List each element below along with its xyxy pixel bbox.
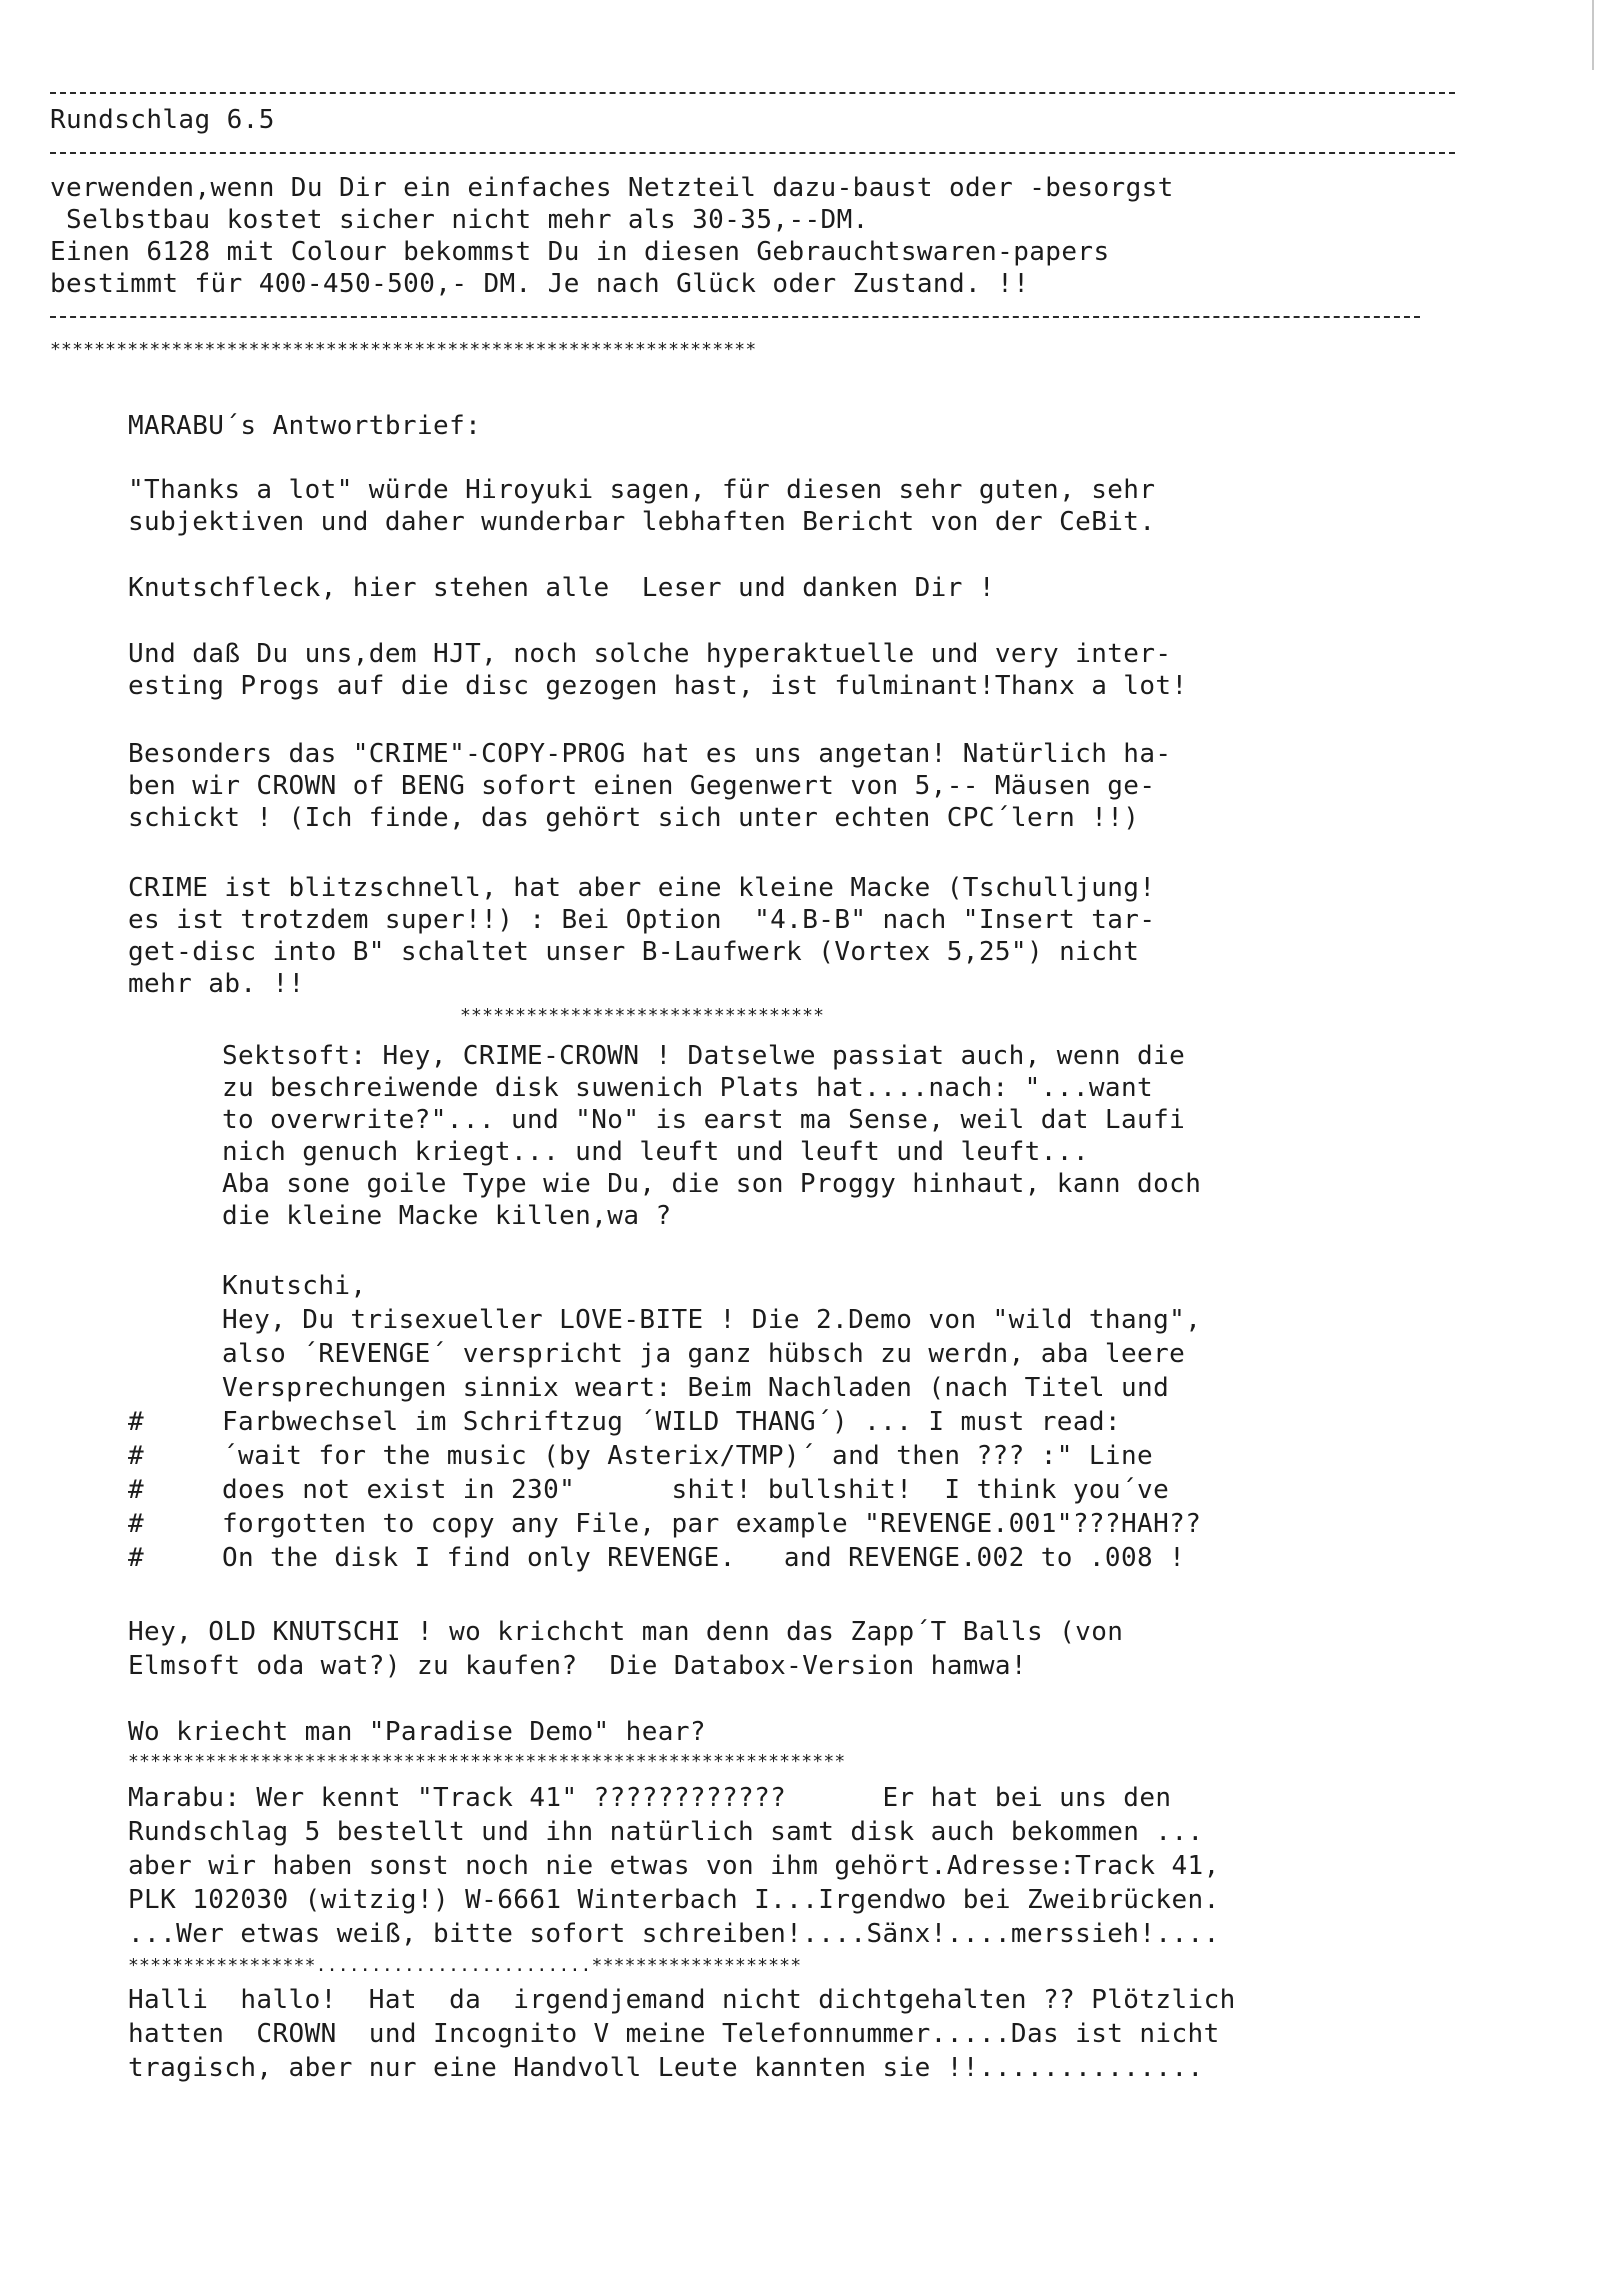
star-separator: ***************************************************************** xyxy=(128,1751,846,1772)
text-line: Einen 6128 mit Colour bekommst Du in diesen Gebrauchtswaren-papers xyxy=(50,237,1110,267)
text-line: ben wir CROWN of BENG sofort einen Gegenwert von 5,-- Mäusen ge- xyxy=(128,771,1156,801)
hash-mark: # xyxy=(128,1407,145,1437)
hash-mark: # xyxy=(128,1543,145,1573)
scan-mark xyxy=(1592,0,1594,70)
text-line: schickt ! (Ich finde, das gehört sich unter echten CPC´lern !!) xyxy=(128,803,1140,833)
star-separator: ********************************* xyxy=(460,1005,825,1026)
text-line: Und daß Du uns,dem HJT, noch solche hyperaktuelle und very inter- xyxy=(128,639,1172,669)
text-line: Marabu: Wer kennt "Track 41" ???????????? Er hat bei uns den xyxy=(128,1783,1172,1813)
text-line: Farbwechsel im Schriftzug ´WILD THANG´) ... I must read: xyxy=(222,1407,1121,1437)
text-line: Selbstbau kostet sicher nicht mehr als 30-35,--DM. xyxy=(50,205,869,235)
text-line: PLK 102030 (witzig!) W-6661 Winterbach I...Irgendwo bei Zweibrücken. xyxy=(128,1885,1220,1915)
text-line: "Thanks a lot" würde Hiroyuki sagen, für diesen sehr guten, sehr xyxy=(128,475,1156,505)
dashed-rule xyxy=(50,92,1455,94)
text-line: Hey, OLD KNUTSCHI ! wo krichcht man denn das Zapp´T Balls (von xyxy=(128,1617,1124,1647)
text-line: ...Wer etwas weiß, bitte sofort schreiben!....Sänx!....merssieh!.... xyxy=(128,1919,1220,1949)
star-separator: *****************.........................******************* xyxy=(128,1955,802,1976)
dashed-rule xyxy=(50,152,1455,154)
text-line: tragisch, aber nur eine Handvoll Leute kannten sie !!.............. xyxy=(128,2053,1204,2083)
hash-mark: # xyxy=(128,1475,145,1505)
text-line: Versprechungen sinnix weart: Beim Nachladen (nach Titel und xyxy=(222,1373,1170,1403)
text-line: does not exist in 230" shit! bullshit! I think you´ve xyxy=(222,1475,1170,1505)
text-line: es ist trotzdem super!!) : Bei Option "4.B-B" nach "Insert tar- xyxy=(128,905,1156,935)
hash-mark: # xyxy=(128,1509,145,1539)
text-line: mehr ab. !! xyxy=(128,969,305,999)
text-line: On the disk I find only REVENGE. and REVENGE.002 to .008 ! xyxy=(222,1543,1186,1573)
text-line: to overwrite?"... und "No" is earst ma Sense, weil dat Laufi xyxy=(222,1105,1186,1135)
text-line: nich genuch kriegt... und leuft und leuft und leuft... xyxy=(222,1137,1089,1167)
text-line: Knutschfleck, hier stehen alle Leser und danken Dir ! xyxy=(128,573,995,603)
text-line: die kleine Macke killen,wa ? xyxy=(222,1201,672,1231)
page-title: Rundschlag 6.5 xyxy=(50,105,275,135)
text-line: hatten CROWN und Incognito V meine Telefonnummer.....Das ist nicht xyxy=(128,2019,1220,2049)
text-line: forgotten to copy any File, par example "REVENGE.001"???HAH?? xyxy=(222,1509,1202,1539)
text-line: ´wait for the music (by Asterix/TMP)´ and then ??? :" Line xyxy=(222,1441,1154,1471)
letter-heading: MARABU´s Antwortbrief: xyxy=(128,411,482,441)
text-line: Elmsoft oda wat?) zu kaufen? Die Databox-Version hamwa! xyxy=(128,1651,1027,1681)
text-line: Wo kriecht man "Paradise Demo" hear? xyxy=(128,1717,706,1747)
text-line: subjektiven und daher wunderbar lebhaften Bericht von der CeBit. xyxy=(128,507,1156,537)
text-line: Halli hallo! Hat da irgendjemand nicht dichtgehalten ?? Plötzlich xyxy=(128,1985,1236,2015)
text-line: aber wir haben sonst noch nie etwas von ihm gehört.Adresse:Track 41, xyxy=(128,1851,1220,1881)
text-line: also ´REVENGE´ verspricht ja ganz hübsch zu werdn, aba leere xyxy=(222,1339,1186,1369)
text-line: Aba sone goile Type wie Du, die son Proggy hinhaut, kann doch xyxy=(222,1169,1202,1199)
text-line: Rundschlag 5 bestellt und ihn natürlich samt disk auch bekommen ... xyxy=(128,1817,1204,1847)
text-line: bestimmt für 400-450-500,- DM. Je nach Glück oder Zustand. !! xyxy=(50,269,1030,299)
text-line: get-disc into B" schaltet unser B-Laufwerk (Vortex 5,25") nicht xyxy=(128,937,1140,967)
text-line: Sektsoft: Hey, CRIME-CROWN ! Datselwe passiat auch, wenn die xyxy=(222,1041,1186,1071)
text-line: Knutschi, xyxy=(222,1271,367,1301)
text-line: zu beschreiwende disk suwenich Plats hat....nach: "...want xyxy=(222,1073,1154,1103)
hash-mark: # xyxy=(128,1441,145,1471)
text-line: verwenden,wenn Du Dir ein einfaches Netzteil dazu-baust oder -besorgst xyxy=(50,173,1174,203)
star-separator: **************************************************************** xyxy=(50,339,757,360)
text-line: CRIME ist blitzschnell, hat aber eine kleine Macke (Tschulljung! xyxy=(128,873,1156,903)
text-line: Hey, Du trisexueller LOVE-BITE ! Die 2.Demo von "wild thang", xyxy=(222,1305,1202,1335)
text-line: esting Progs auf die disc gezogen hast, ist fulminant!Thanx a lot! xyxy=(128,671,1188,701)
dashed-rule xyxy=(50,316,1420,318)
text-line: Besonders das "CRIME"-COPY-PROG hat es uns angetan! Natürlich ha- xyxy=(128,739,1172,769)
